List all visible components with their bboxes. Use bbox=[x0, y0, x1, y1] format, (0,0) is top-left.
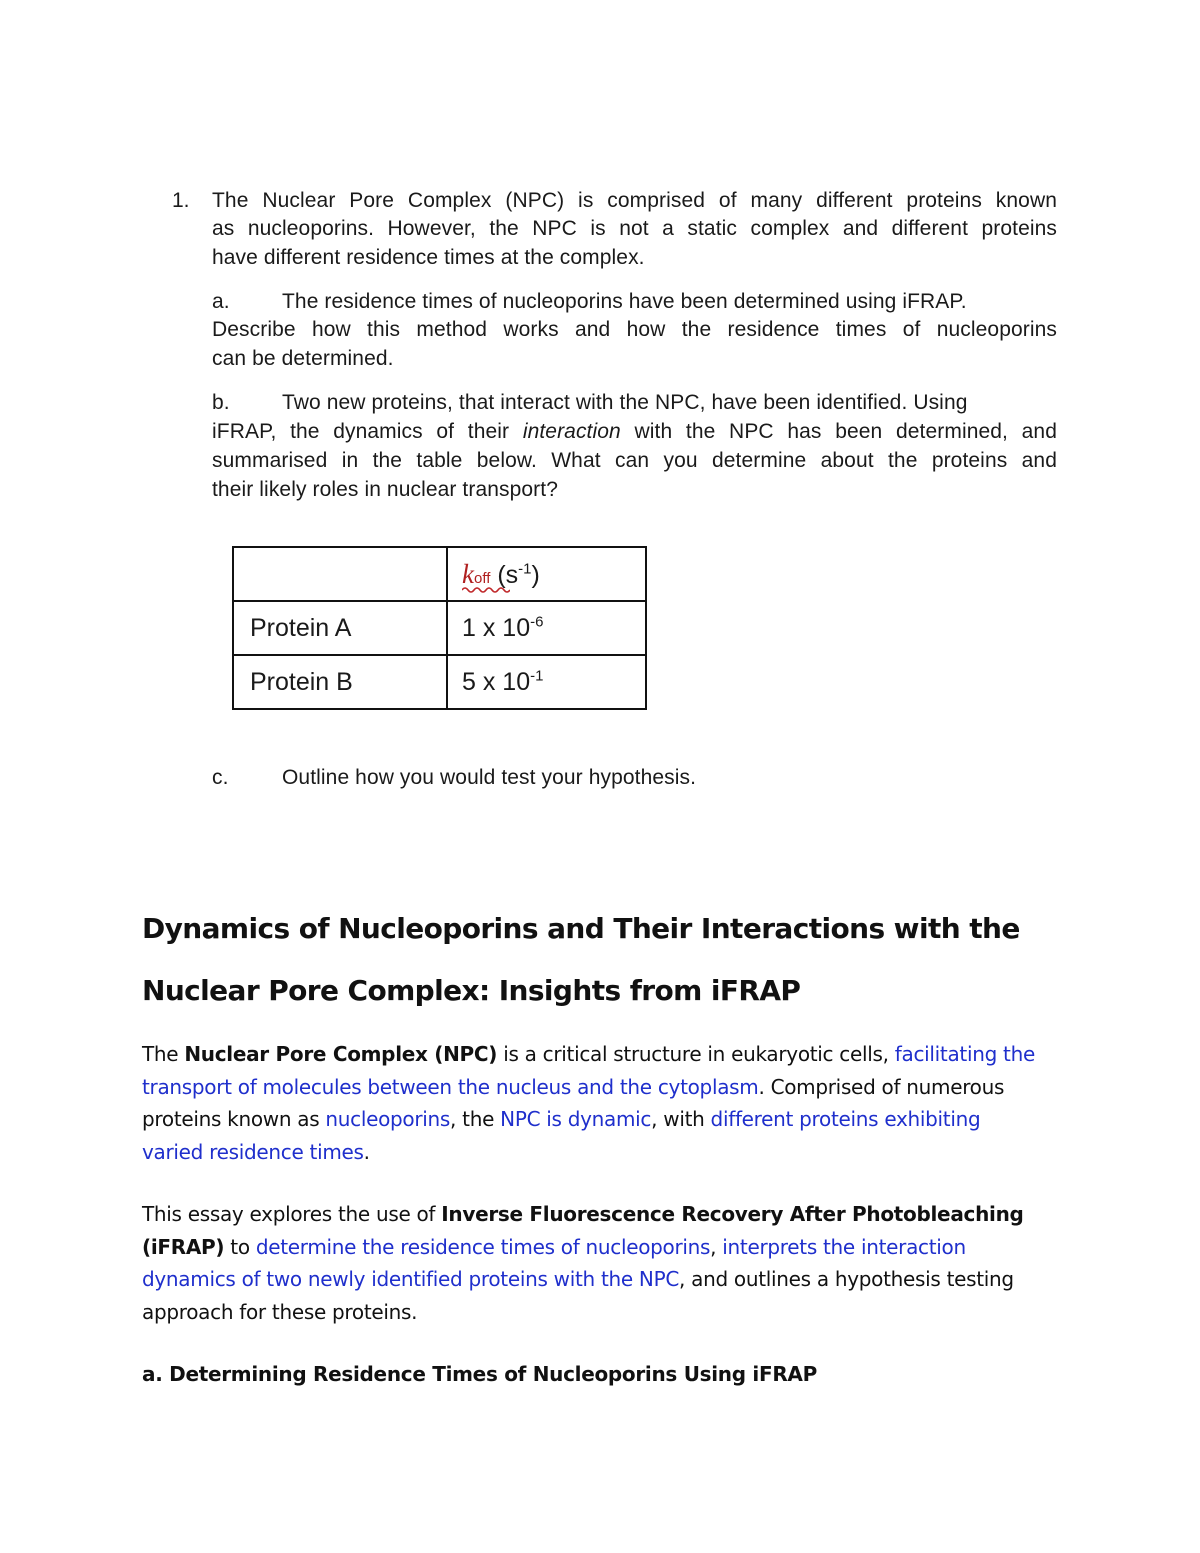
part-c-line bbox=[212, 763, 696, 792]
spellcheck-squiggle-icon bbox=[462, 586, 510, 594]
table-row bbox=[233, 601, 646, 655]
part-b-line bbox=[212, 388, 968, 417]
part-b-emphasis: interaction bbox=[522, 420, 621, 443]
koff-mantissa: 1 x 10 bbox=[462, 613, 531, 642]
part-a-line: Describe how this method works and how the residence times of nucleoporins bbox=[212, 318, 1057, 341]
question-intro-line: have different residence times at the complex. bbox=[212, 246, 645, 269]
table-header-koff-cell bbox=[447, 547, 646, 601]
part-b-line: summarised in the table below. What can you determine about the proteins and bbox=[212, 449, 1057, 472]
part-b-text: iFRAP, the dynamics of their bbox=[212, 420, 523, 443]
koff-unit-exponent: -1 bbox=[518, 560, 532, 578]
text: The bbox=[142, 1042, 185, 1066]
part-a-label: a. bbox=[212, 290, 230, 313]
koff-k-letter: k bbox=[462, 558, 474, 589]
essay-paragraph-1 bbox=[142, 1038, 1047, 1168]
question-intro-line: as nucleoporins. However, the NPC is not a static complex and different proteins bbox=[212, 217, 1057, 240]
koff-value-cell bbox=[447, 655, 646, 709]
koff-exponent: -1 bbox=[530, 667, 544, 685]
koff-value-cell bbox=[447, 601, 646, 655]
protein-name-cell: Protein A bbox=[233, 601, 447, 655]
text: . bbox=[363, 1139, 370, 1164]
paragraph-text bbox=[142, 1198, 1042, 1328]
highlighted-phrase: NPC is dynamic bbox=[500, 1107, 652, 1131]
part-b-line bbox=[212, 417, 1057, 446]
text: , bbox=[710, 1234, 723, 1259]
part-a-line bbox=[212, 287, 967, 316]
section-heading: a. Determining Residence Times of Nucleoporins Using iFRAP bbox=[142, 1362, 817, 1386]
essay-title-line: Nuclear Pore Complex: Insights from iFRAP bbox=[142, 974, 801, 1007]
highlighted-phrase: nucleoporins bbox=[325, 1107, 451, 1131]
text: , the bbox=[450, 1107, 501, 1131]
koff-exponent: -6 bbox=[530, 613, 544, 631]
part-c-text: Outline how you would test your hypothesis. bbox=[282, 766, 697, 789]
paragraph-text bbox=[142, 1038, 1047, 1168]
koff-subscript: off bbox=[473, 569, 491, 587]
part-c-label: c. bbox=[212, 766, 229, 789]
question-intro-line: The Nuclear Pore Complex (NPC) is comprised of many different proteins known bbox=[212, 189, 1057, 212]
part-b-label: b. bbox=[212, 391, 230, 414]
section-a-heading-block bbox=[142, 1358, 1062, 1390]
table-header-empty-cell bbox=[233, 547, 447, 601]
part-a-line: can be determined. bbox=[212, 347, 394, 370]
question-number: 1. bbox=[172, 189, 190, 212]
part-a-text: The residence times of nucleoporins have been determined using iFRAP. bbox=[282, 290, 967, 313]
koff-table bbox=[232, 546, 647, 710]
part-b-text: Two new proteins, that interact with the NPC, have been identified. Using bbox=[282, 391, 968, 414]
essay-title bbox=[142, 898, 1062, 1022]
essay-paragraph-2 bbox=[142, 1198, 1042, 1328]
highlighted-phrase: determine the residence times of nucleoporins bbox=[255, 1234, 711, 1259]
bold-term: Nuclear Pore Complex (NPC) bbox=[184, 1042, 498, 1066]
koff-mantissa: 5 x 10 bbox=[462, 667, 531, 696]
koff-annotation bbox=[462, 559, 490, 590]
text: to bbox=[224, 1234, 256, 1259]
bold-term: Inverse Fluorescence Recovery After Photobleaching (iFRAP) bbox=[142, 1202, 1024, 1259]
koff-unit: (s bbox=[490, 560, 519, 589]
part-b-line: their likely roles in nuclear transport? bbox=[212, 478, 558, 501]
table-header-row bbox=[233, 547, 646, 601]
text: . Comprised of numerous proteins known as bbox=[142, 1074, 1005, 1131]
text: This essay explores the use of bbox=[142, 1202, 442, 1226]
text: , and outlines a hypothesis testing approach for these proteins. bbox=[142, 1267, 1014, 1324]
protein-name-cell: Protein B bbox=[233, 655, 447, 709]
text: is a critical structure in eukaryotic cells, bbox=[497, 1042, 895, 1066]
text: , with bbox=[651, 1107, 711, 1131]
table-row bbox=[233, 655, 646, 709]
essay-title-line: Dynamics of Nucleoporins and Their Interactions with the bbox=[142, 912, 1020, 945]
koff-unit-close: ) bbox=[531, 560, 540, 589]
highlighted-phrase: facilitating the transport of molecules between the nucleus and the cytoplasm bbox=[142, 1042, 1035, 1099]
highlighted-phrase: interprets the interaction dynamics of two newly identified proteins with the NPC bbox=[142, 1234, 966, 1291]
part-b-text: with the NPC has been determined, and bbox=[620, 420, 1057, 443]
highlighted-phrase: different proteins exhibiting varied residence times bbox=[142, 1107, 981, 1164]
